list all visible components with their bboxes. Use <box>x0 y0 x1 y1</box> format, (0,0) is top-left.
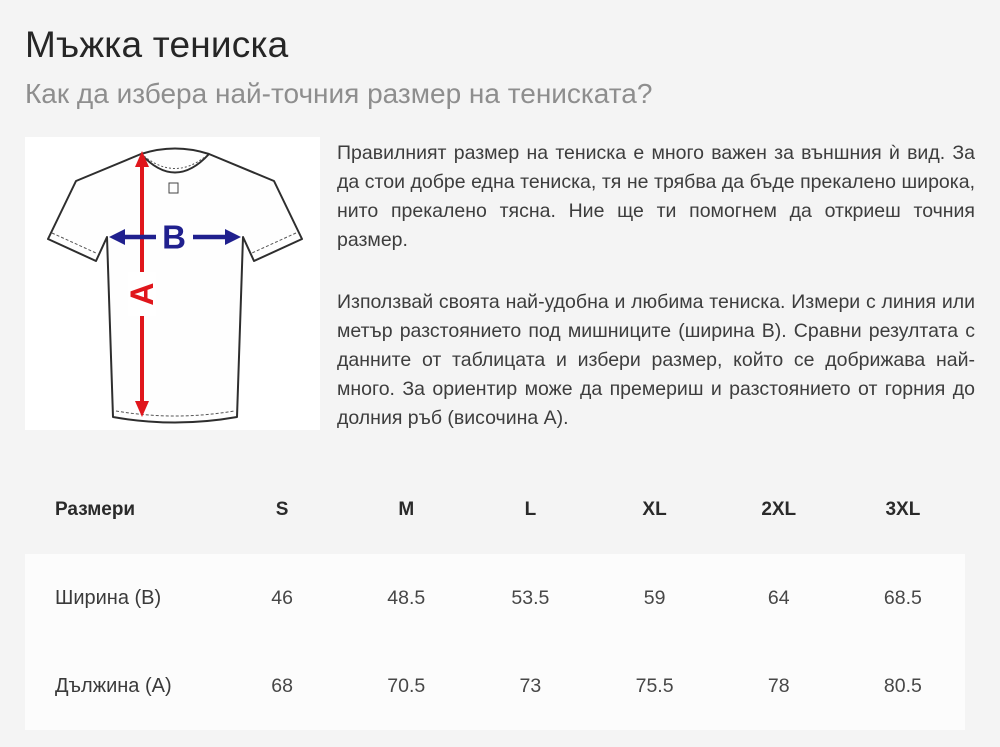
table-cell: 53.5 <box>511 586 550 609</box>
intro-text <box>337 137 975 433</box>
height-label-a: A <box>124 282 161 306</box>
tshirt-diagram-icon <box>25 137 320 430</box>
tshirt-outline-icon <box>48 149 302 423</box>
table-row <box>25 642 965 730</box>
page-subtitle: Как да избера най-точния размер на тениската? <box>25 78 653 109</box>
table-cell: 68.5 <box>883 586 922 609</box>
table-cell: 48.5 <box>387 586 426 609</box>
intro-paragraph-2: Използвай своята най-удобна и любима тениска. Измери с линия или метър разстоянието под мишниците (ширина B). Сравни резултата с данните от таблицата и избери размер, който се добрижава най-много. За ориентир може да премериш и разстоянието от горния до долния ръб (височина A). <box>337 291 975 429</box>
table-cell: 68 <box>271 674 293 697</box>
size-table <box>25 466 965 730</box>
table-cell: 78 <box>767 674 790 697</box>
table-cell: 73 <box>519 674 542 697</box>
table-header-cell: M <box>398 499 415 520</box>
intro-paragraph-1: Правилният размер на тениска е много важен за външния ѝ вид. За да стои добре една тениска, тя не трябва да бъде прекалено широка, нито прекалено тясна. Ние ще ти помогнем да откриеш точния размер. <box>337 142 975 251</box>
table-header-cell: S <box>275 499 289 520</box>
table-header-row <box>25 466 965 554</box>
table-header-cell: 2XL <box>761 499 797 520</box>
table-header-cell: XL <box>642 499 667 520</box>
table-header-cell: L <box>524 499 537 520</box>
table-cell: 59 <box>643 586 666 609</box>
size-table-header <box>25 466 965 554</box>
table-row <box>25 554 965 642</box>
tshirt-measurement-diagram <box>25 137 320 430</box>
table-header-cell: Размери <box>55 499 136 520</box>
table-header-cell: 3XL <box>885 499 921 520</box>
intro-section <box>25 137 975 433</box>
page-title: Мъжка тениска <box>25 24 289 65</box>
size-table-body <box>25 554 965 730</box>
table-cell: 80.5 <box>883 674 922 697</box>
table-row-label: Ширина (B) <box>55 586 162 609</box>
table-cell: 46 <box>271 586 293 609</box>
width-label-b: B <box>162 218 186 256</box>
table-cell: 70.5 <box>387 674 426 697</box>
table-row-label: Дължина (A) <box>55 674 172 697</box>
table-cell: 75.5 <box>635 674 674 697</box>
table-cell: 64 <box>767 586 790 609</box>
